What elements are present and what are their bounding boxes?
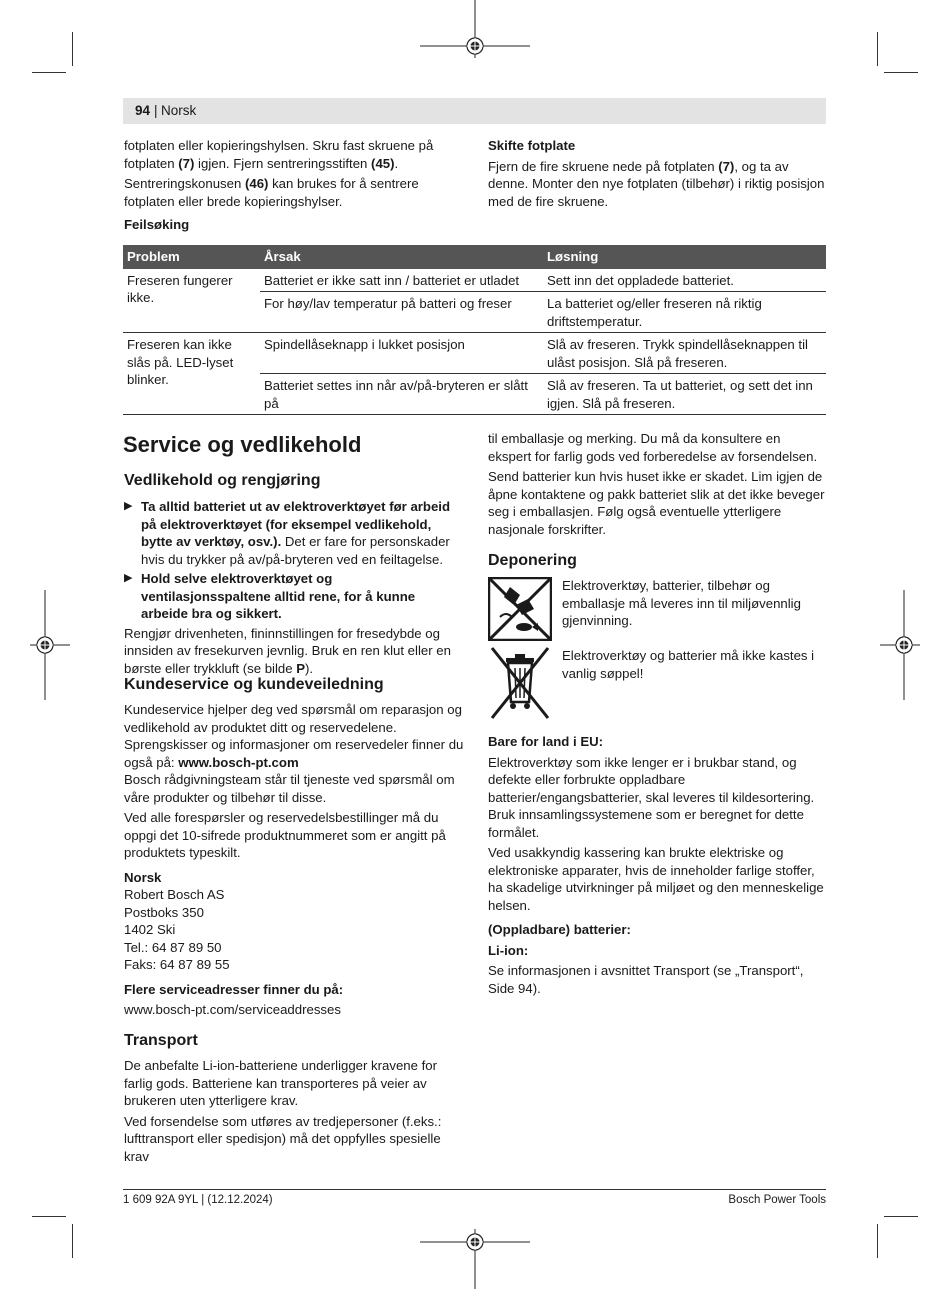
paragraph: Elektroverktøy som ikke lenger er i brukbar stand, og defekte eller forbrukte oppladbare batterier/engangsbatterier, skal leveres til kildesortering. Bruk innsamlingssystemene som er beregnet for dette formålet. [488, 754, 815, 840]
heading-transport: Transport [124, 1032, 198, 1049]
bosch-url-link[interactable]: www.bosch-pt.com [178, 754, 299, 770]
column-header: Løsning [543, 245, 826, 269]
address-line: 1402 Ski [124, 922, 176, 937]
heading-eu-only: Bare for land i EU: [488, 734, 604, 749]
paragraph: Bosch rådgivningsteam står til tjeneste ved spørsmål om våre produkter og tilbehør til disse. [124, 772, 455, 805]
footer-brand: Bosch Power Tools [728, 1194, 826, 1206]
right-top-text [488, 137, 826, 213]
page-number: 94 [135, 103, 151, 118]
footer-divider [123, 1189, 826, 1190]
left-top-text [124, 137, 464, 237]
header-language: Norsk [161, 103, 197, 118]
paragraph: Rengjør drivenheten, fininnstillingen for fresedybde og innsiden av fresekurven jevnlig. Bruk en ren klut eller en børste eller trykkluft (se bilde P). [124, 625, 451, 676]
bullet-item: ▶ Ta alltid batteriet ut av elektroverktøyet før arbeid på elektroverktøyet (for eksempel vedlikehold, bytte av verktøy, osv.). Det er fare for personskader hvis du trykker på av/på-bryteren ved en feiltagelse. [124, 499, 451, 567]
table-cell: Batteriet settes inn når av/på-bryteren er slått på [260, 374, 543, 415]
disposal-text-2 [562, 647, 826, 685]
address-line: Faks: 64 87 89 55 [124, 957, 230, 972]
registration-mark-right-icon [880, 590, 920, 700]
bullet-item: ▶ Hold selve elektroverktøyet og ventilasjonsspaltene alltid rene, for å kunne arbeide bra og sikkert. [124, 571, 416, 621]
table-row [123, 333, 826, 374]
registration-mark-top-icon [420, 0, 530, 60]
column-header: Årsak [260, 245, 543, 269]
paragraph: Se informasjonen i avsnittet Transport (se „Transport“, Side 94). [488, 963, 804, 996]
table-cell: For høy/lav temperatur på batteri og freser [260, 292, 543, 333]
header-separator: | [154, 103, 158, 118]
heading-li-ion: Li-ion: [488, 942, 529, 958]
paragraph: De anbefalte Li-ion-batteriene underligger kravene for farlig gods. Batteriene kan transporteres på veier av brukeren uten ytterligere krav. [124, 1058, 438, 1108]
paragraph: Ved usakkyndig kassering kan brukte elektriske og elektroniske apparater, hvis de inneholder farlige stoffer, ha skadelige utvirkninger på miljøet og den menneskelige helsen. [488, 845, 824, 913]
footer-document-id: 1 609 92A 9YL | (12.12.2024) [123, 1194, 273, 1206]
registration-mark-left-icon [30, 590, 70, 700]
address-line: Postboks 350 [124, 904, 204, 920]
table-cell: Slå av freseren. Ta ut batteriet, og sett det inn igjen. Slå på freseren. [543, 374, 826, 415]
page-header [123, 98, 826, 124]
paragraph: Ved forsendelse som utføres av tredjepersoner (f.eks.: lufttransport eller spedisjon) må det oppfylles spesielle krav [124, 1113, 442, 1164]
address-line: Tel.: 64 87 89 50 [124, 939, 222, 955]
paragraph: fotplaten eller kopieringshylsen. Skru fast skruene på fotplaten (7) igjen. Fjern sentreringsstiften (45). [124, 138, 434, 171]
crossed-out-bin-icon [488, 646, 552, 720]
table-cell: Batteriet er ikke satt inn / batteriet er utladet [260, 269, 543, 292]
transport-text [124, 1057, 464, 1168]
table-cell: Freseren kan ikke slås på. LED-lyset blinker. [123, 333, 260, 415]
heading-batteries: (Oppladbare) batterier: [488, 922, 631, 937]
troubleshooting-table [123, 245, 826, 415]
paragraph: Send batterier kun hvis huset ikke er skadet. Lim igjen de åpne kontaktene og pakk batteriet slik at det ikke beveger seg i emballasjen. Følg også eventuelle ytterligere nasjonale forskrifter. [488, 469, 825, 537]
paragraph: Kundeservice hjelper deg ved spørsmål om reparasjon og vedlikehold av produktet ditt og reservedelene. Sprengskisser og informasjoner om reservedeler finner du også på: www.bosch-pt.com [124, 702, 464, 770]
table-cell: Sett inn det oppladede batteriet. [543, 269, 826, 292]
recycling-disposal-icon [488, 577, 552, 641]
eu-disposal-text [488, 733, 828, 1000]
triangle-bullet-icon: ▶ [124, 500, 133, 512]
table-cell: La batteriet og/eller freseren nå riktig driftstemperatur. [543, 292, 826, 333]
maintenance-text [124, 498, 460, 680]
paragraph: Ved alle forespørsler og reservedelsbestillinger må du oppgi det 10-sifrede produktnummeret som er angitt på produktets typeskilt. [124, 810, 446, 860]
heading-replace-base-plate: Skifte fotplate [488, 138, 576, 153]
table-cell: Slå av freseren. Trykk spindellåseknappen til ulåst posisjon. Slå på freseren. [543, 333, 826, 374]
paragraph: Fjern de fire skruene nede på fotplaten (7), og ta av denne. Monter den nye fotplaten (tilbehør) i riktig posisjon med de fire skruene. [488, 158, 825, 209]
column-header: Problem [123, 245, 260, 269]
customer-service-text [124, 701, 464, 1022]
service-addresses-link[interactable]: www.bosch-pt.com/serviceaddresses [124, 1002, 341, 1017]
table-header-row [123, 245, 826, 269]
paragraph: Elektroverktøy og batterier må ikke kastes i vanlig søppel! [562, 648, 815, 681]
transport-continued-text [488, 430, 826, 541]
registration-mark-bottom-icon [420, 1229, 530, 1289]
paragraph: til emballasje og merking. Du må da konsultere en ekspert for farlig gods ved forberedelse av forsendelsen. [488, 431, 818, 464]
address-line: Robert Bosch AS [124, 887, 225, 902]
paragraph: Elektroverktøy, batterier, tilbehør og emballasje må leveres inn til miljøvennlig gjenvinning. [562, 578, 801, 628]
heading-customer-service: Kundeservice og kundeveiledning [124, 676, 384, 693]
disposal-text-1 [562, 577, 826, 633]
table-cell: Freseren fungerer ikke. [123, 269, 260, 333]
heading-disposal: Deponering [488, 552, 577, 569]
triangle-bullet-icon: ▶ [124, 572, 133, 584]
heading-more-addresses: Flere serviceadresser finner du på: [124, 981, 344, 997]
table-cell: Spindellåseknapp i lukket posisjon [260, 333, 543, 374]
heading-maintenance: Vedlikehold og rengjøring [124, 472, 321, 489]
table-row [123, 269, 826, 292]
heading-address: Norsk [124, 869, 162, 885]
section-title-service: Service og vedlikehold [123, 432, 362, 457]
heading-troubleshooting: Feilsøking [124, 217, 190, 232]
paragraph: Sentreringskonusen (46) kan brukes for å sentrere fotplaten eller brede kopieringshylser. [124, 176, 419, 209]
